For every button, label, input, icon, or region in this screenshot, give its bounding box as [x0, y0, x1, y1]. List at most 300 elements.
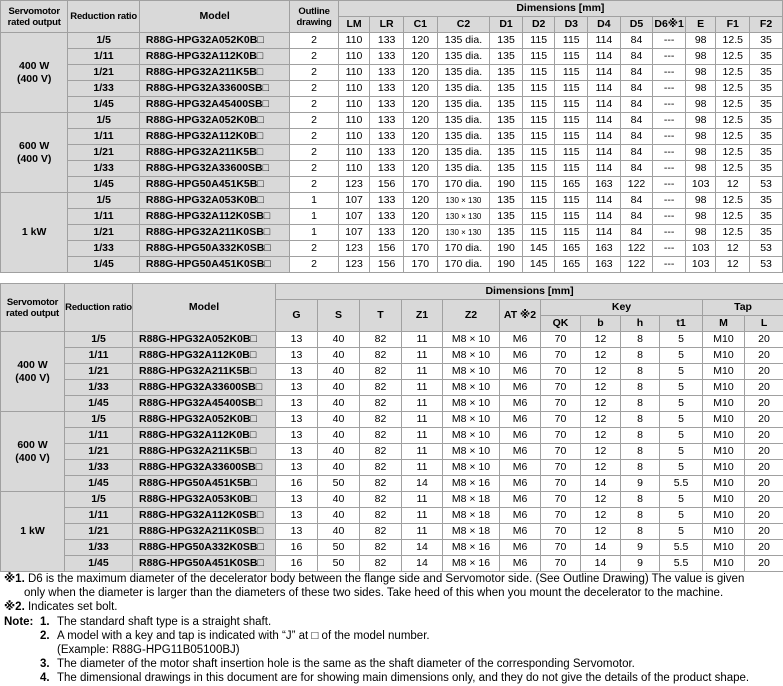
dim-cell-9: 5 — [660, 332, 703, 348]
ratio-cell: 1/11 — [65, 508, 133, 524]
dim-cell-c1: 120 — [403, 209, 437, 225]
output-line-2: (400 V) — [15, 371, 50, 384]
outline-cell: 2 — [290, 129, 338, 145]
table-row — [1, 524, 783, 540]
dim-cell-0: 13 — [276, 396, 318, 412]
ratio-cell: 1/21 — [65, 444, 133, 460]
dim-cell-8: 8 — [621, 460, 660, 476]
dim-cell-1: 40 — [318, 380, 360, 396]
dim-cell-c2: 135 dia. — [437, 33, 490, 49]
dim-cell-7: 12 — [581, 380, 621, 396]
dim-cell-f2: 35 — [750, 193, 783, 209]
dim-cell-d61: --- — [653, 193, 686, 209]
dim-cell-c2: 135 dia. — [437, 161, 490, 177]
dim-cell-10: M10 — [703, 396, 745, 412]
dim-cell-f2: 53 — [750, 241, 783, 257]
dim-cell-d4: 163 — [588, 241, 621, 257]
dim-cell-d2: 145 — [522, 257, 555, 273]
dim-cell-2: 82 — [360, 396, 402, 412]
dim-cell-lr: 133 — [370, 209, 404, 225]
dim-cell-9: 5.5 — [660, 540, 703, 556]
table-row — [1, 396, 783, 412]
dim-cell-2: 82 — [360, 540, 402, 556]
dim-cell-4: M8 × 10 — [443, 460, 500, 476]
model-cell: R88G-HPG32A33600SB□ — [139, 81, 289, 97]
ratio-cell: 1/21 — [65, 524, 133, 540]
dim-cell-lm: 110 — [338, 81, 370, 97]
dim-cell-c1: 120 — [403, 193, 437, 209]
dim-cell-f1: 12.5 — [716, 33, 750, 49]
dimensions-table-1 — [0, 0, 783, 273]
model-cell: R88G-HPG32A112K0B□ — [133, 348, 276, 364]
table-row — [1, 460, 783, 476]
dim-cell-e: 98 — [685, 97, 716, 113]
dim-cell-8: 9 — [621, 556, 660, 572]
dim-cell-d4: 114 — [588, 193, 621, 209]
dim-cell-d4: 114 — [588, 81, 621, 97]
dim-cell-d2: 115 — [522, 193, 555, 209]
dim-cell-f1: 12.5 — [716, 209, 750, 225]
dim-cell-7: 12 — [581, 364, 621, 380]
dim-cell-c1: 170 — [403, 257, 437, 273]
note-number: 4. — [40, 672, 50, 685]
dim-cell-6: 70 — [541, 412, 581, 428]
ratio-cell: 1/21 — [65, 364, 133, 380]
dim-cell-4: M8 × 10 — [443, 348, 500, 364]
dim-cell-5: M6 — [500, 540, 541, 556]
note-text: The dimensional drawings in this document are for showing main dimensions only, and they do not give the details of the product shape. — [57, 672, 750, 685]
dim-cell-10: M10 — [703, 412, 745, 428]
dim-cell-lm: 110 — [338, 49, 370, 65]
model-cell: R88G-HPG50A332K0SB□ — [133, 540, 276, 556]
dim-cell-lm: 110 — [338, 97, 370, 113]
dim-cell-d2: 115 — [522, 97, 555, 113]
dim-cell-c2: 170 dia. — [437, 177, 490, 193]
dim-cell-d61: --- — [653, 81, 686, 97]
dim-cell-f1: 12.5 — [716, 145, 750, 161]
ratio-cell: 1/21 — [68, 145, 140, 161]
dim-cell-0: 13 — [276, 364, 318, 380]
dim-cell-d5: 84 — [620, 97, 653, 113]
dim-cell-0: 13 — [276, 428, 318, 444]
dim-cell-e: 103 — [685, 177, 716, 193]
dim-cell-7: 14 — [581, 556, 621, 572]
dim-cell-c2: 170 dia. — [437, 257, 490, 273]
dim-cell-2: 82 — [360, 556, 402, 572]
dim-cell-d61: --- — [653, 145, 686, 161]
dim-cell-6: 70 — [541, 524, 581, 540]
dim-cell-c2: 135 dia. — [437, 81, 490, 97]
table-row — [1, 428, 783, 444]
dim-cell-e: 98 — [685, 33, 716, 49]
dim-cell-11: 20 — [745, 492, 783, 508]
dim-cell-d3: 115 — [555, 209, 588, 225]
dim-cell-d4: 114 — [588, 97, 621, 113]
dim-cell-8: 8 — [621, 396, 660, 412]
model-cell: R88G-HPG32A053K0B□ — [133, 492, 276, 508]
output-line-1: 600 W — [17, 438, 48, 451]
dim-cell-e: 98 — [685, 81, 716, 97]
dim-cell-d61: --- — [653, 49, 686, 65]
outline-cell: 2 — [290, 33, 338, 49]
dim-cell-1: 40 — [318, 332, 360, 348]
outline-cell: 2 — [290, 65, 338, 81]
table-row — [1, 241, 783, 257]
dim-cell-e: 98 — [685, 209, 716, 225]
dim-cell-d2: 115 — [522, 209, 555, 225]
dim-cell-6: 70 — [541, 460, 581, 476]
dim-cell-lr: 133 — [370, 65, 404, 81]
dim-cell-lm: 110 — [338, 145, 370, 161]
header-col-7: D4 — [588, 17, 621, 33]
outline-cell: 2 — [290, 81, 338, 97]
outline-cell: 2 — [290, 177, 338, 193]
footnote-1-continued — [4, 586, 780, 600]
dim-cell-11: 20 — [745, 380, 783, 396]
dim-cell-2: 82 — [360, 412, 402, 428]
footnote-1-text-2: only when the diameter is larger than the diameters of these two sides. Take heed of this when you mount the decelerator to the machine. — [24, 587, 724, 600]
dim-cell-3: 11 — [402, 412, 443, 428]
header-col-main-0: G — [276, 300, 318, 332]
note-label: Note: — [4, 615, 34, 628]
dim-cell-c1: 120 — [403, 81, 437, 97]
note-item — [4, 615, 780, 629]
dim-cell-7: 12 — [581, 412, 621, 428]
table-1-body — [1, 33, 783, 273]
dim-cell-d4: 114 — [588, 129, 621, 145]
dim-cell-e: 98 — [685, 65, 716, 81]
dim-cell-d1: 135 — [490, 145, 523, 161]
dim-cell-3: 11 — [402, 428, 443, 444]
note-text: The standard shaft type is a straight shaft. — [57, 615, 272, 628]
table-row — [1, 177, 783, 193]
ratio-cell: 1/33 — [68, 81, 140, 97]
dim-cell-d4: 114 — [588, 65, 621, 81]
outline-cell: 2 — [290, 241, 338, 257]
dim-cell-lr: 156 — [370, 177, 404, 193]
header-col-9: D6※1 — [653, 17, 686, 33]
dim-cell-1: 40 — [318, 508, 360, 524]
dim-cell-6: 70 — [541, 556, 581, 572]
dim-cell-d4: 114 — [588, 161, 621, 177]
dim-cell-d4: 114 — [588, 113, 621, 129]
dim-cell-d3: 115 — [555, 65, 588, 81]
header-model: Model — [139, 1, 289, 33]
dim-cell-f2: 35 — [750, 145, 783, 161]
dim-cell-10: M10 — [703, 540, 745, 556]
dim-cell-5: M6 — [500, 428, 541, 444]
outline-cell: 2 — [290, 161, 338, 177]
dim-cell-c1: 120 — [403, 161, 437, 177]
dim-cell-lr: 133 — [370, 193, 404, 209]
dim-cell-8: 8 — [621, 508, 660, 524]
dim-cell-d3: 115 — [555, 193, 588, 209]
dim-cell-8: 8 — [621, 524, 660, 540]
dim-cell-2: 82 — [360, 476, 402, 492]
dim-cell-c2: 135 dia. — [437, 145, 490, 161]
dim-cell-lr: 133 — [370, 97, 404, 113]
dim-cell-3: 11 — [402, 444, 443, 460]
dim-cell-2: 82 — [360, 460, 402, 476]
dim-cell-7: 12 — [581, 348, 621, 364]
dim-cell-3: 14 — [402, 556, 443, 572]
dim-cell-7: 12 — [581, 428, 621, 444]
dim-cell-8: 8 — [621, 364, 660, 380]
dim-cell-2: 82 — [360, 364, 402, 380]
dim-cell-11: 20 — [745, 396, 783, 412]
dim-cell-0: 13 — [276, 492, 318, 508]
dim-cell-d2: 115 — [522, 177, 555, 193]
dim-cell-0: 16 — [276, 540, 318, 556]
dim-cell-f2: 35 — [750, 81, 783, 97]
header-dimensions: Dimensions [mm] — [338, 1, 782, 17]
header-col-tap-1: L — [745, 316, 783, 332]
dim-cell-2: 82 — [360, 508, 402, 524]
ratio-cell: 1/21 — [68, 225, 140, 241]
outline-cell: 2 — [290, 49, 338, 65]
dim-cell-3: 11 — [402, 332, 443, 348]
dim-cell-d2: 145 — [522, 241, 555, 257]
dim-cell-10: M10 — [703, 444, 745, 460]
dim-cell-c1: 120 — [403, 129, 437, 145]
dim-cell-d2: 115 — [522, 225, 555, 241]
dim-cell-3: 14 — [402, 476, 443, 492]
dim-cell-lr: 133 — [370, 129, 404, 145]
dim-cell-11: 20 — [745, 348, 783, 364]
servomotor-output-label — [1, 332, 65, 412]
dim-cell-lm: 110 — [338, 65, 370, 81]
dim-cell-d2: 115 — [522, 65, 555, 81]
header-col-10: E — [685, 17, 716, 33]
dim-cell-d2: 115 — [522, 49, 555, 65]
note-text: A model with a key and tap is indicated with “J” at □ of the model number. — [57, 629, 430, 642]
dim-cell-d5: 122 — [620, 241, 653, 257]
footnote-2-mark: ※2. — [4, 601, 25, 614]
dim-cell-d61: --- — [653, 113, 686, 129]
dim-cell-6: 70 — [541, 540, 581, 556]
dim-cell-e: 98 — [685, 49, 716, 65]
ratio-cell: 1/11 — [68, 209, 140, 225]
dim-cell-d1: 135 — [490, 33, 523, 49]
ratio-cell: 1/33 — [65, 540, 133, 556]
footnote-1-text: D6 is the maximum diameter of the decelerator body between the flange side and Servomotor side. (See Outline Drawing) The value is given — [27, 573, 745, 585]
dim-cell-d5: 84 — [620, 193, 653, 209]
dim-cell-7: 12 — [581, 396, 621, 412]
dim-cell-11: 20 — [745, 540, 783, 556]
dim-cell-4: M8 × 10 — [443, 412, 500, 428]
dim-cell-10: M10 — [703, 476, 745, 492]
dim-cell-d61: --- — [653, 33, 686, 49]
dim-cell-lm: 123 — [338, 241, 370, 257]
dim-cell-d3: 165 — [555, 257, 588, 273]
table-row — [1, 540, 783, 556]
dim-cell-d4: 163 — [588, 257, 621, 273]
dim-cell-2: 82 — [360, 428, 402, 444]
dim-cell-6: 70 — [541, 348, 581, 364]
dim-cell-7: 12 — [581, 508, 621, 524]
dim-cell-d1: 135 — [490, 129, 523, 145]
dim-cell-3: 11 — [402, 396, 443, 412]
dim-cell-d4: 114 — [588, 145, 621, 161]
dim-cell-d1: 135 — [490, 113, 523, 129]
table-row — [1, 129, 783, 145]
table-2-body — [1, 332, 783, 572]
model-cell: R88G-HPG50A451K5B□ — [133, 476, 276, 492]
model-cell: R88G-HPG32A45400SB□ — [139, 97, 289, 113]
note-number: 3. — [40, 658, 50, 671]
dim-cell-d5: 84 — [620, 113, 653, 129]
footnote-2-text: Indicates set bolt. — [27, 601, 118, 614]
dim-cell-d3: 115 — [555, 49, 588, 65]
dim-cell-d5: 84 — [620, 145, 653, 161]
header-model: Model — [133, 284, 276, 332]
dim-cell-5: M6 — [500, 508, 541, 524]
dim-cell-f1: 12.5 — [716, 81, 750, 97]
header-outline: Outline drawing — [290, 1, 338, 33]
dim-cell-d3: 165 — [555, 241, 588, 257]
dim-cell-f2: 35 — [750, 209, 783, 225]
ratio-cell: 1/11 — [68, 49, 140, 65]
dim-cell-10: M10 — [703, 380, 745, 396]
dim-cell-8: 9 — [621, 476, 660, 492]
dim-cell-d2: 115 — [522, 161, 555, 177]
dim-cell-11: 20 — [745, 460, 783, 476]
dim-cell-lr: 133 — [370, 33, 404, 49]
table-row — [1, 332, 783, 348]
servomotor-output-label — [1, 113, 68, 193]
dim-cell-f2: 35 — [750, 113, 783, 129]
dim-cell-c2: 130 × 130 — [437, 209, 490, 225]
dim-cell-9: 5.5 — [660, 556, 703, 572]
header-servomotor: Servomotor rated output — [1, 284, 65, 332]
dim-cell-10: M10 — [703, 460, 745, 476]
dim-cell-f1: 12 — [716, 241, 750, 257]
header-col-1: LR — [370, 17, 404, 33]
outline-cell: 1 — [290, 209, 338, 225]
dim-cell-f2: 35 — [750, 129, 783, 145]
dim-cell-f1: 12.5 — [716, 49, 750, 65]
dim-cell-9: 5 — [660, 524, 703, 540]
outline-cell: 2 — [290, 257, 338, 273]
model-cell: R88G-HPG32A112K0SB□ — [133, 508, 276, 524]
ratio-cell: 1/33 — [65, 380, 133, 396]
dim-cell-lr: 156 — [370, 257, 404, 273]
dim-cell-d1: 135 — [490, 81, 523, 97]
dim-cell-e: 103 — [685, 241, 716, 257]
dim-cell-7: 14 — [581, 476, 621, 492]
dim-cell-d4: 114 — [588, 225, 621, 241]
dim-cell-d61: --- — [653, 177, 686, 193]
dim-cell-f1: 12.5 — [716, 65, 750, 81]
dim-cell-11: 20 — [745, 556, 783, 572]
ratio-cell: 1/45 — [65, 396, 133, 412]
model-cell: R88G-HPG32A45400SB□ — [133, 396, 276, 412]
dim-cell-9: 5 — [660, 492, 703, 508]
dim-cell-lm: 107 — [338, 209, 370, 225]
dim-cell-d4: 114 — [588, 33, 621, 49]
servomotor-output-label — [1, 412, 65, 492]
dim-cell-5: M6 — [500, 492, 541, 508]
ratio-cell: 1/5 — [68, 193, 140, 209]
dim-cell-7: 12 — [581, 444, 621, 460]
dim-cell-6: 70 — [541, 428, 581, 444]
dim-cell-c1: 120 — [403, 145, 437, 161]
dim-cell-10: M10 — [703, 556, 745, 572]
dim-cell-6: 70 — [541, 492, 581, 508]
table-row — [1, 81, 783, 97]
model-cell: R88G-HPG32A052K0B□ — [139, 33, 289, 49]
footnote-1 — [4, 572, 780, 586]
dim-cell-c1: 120 — [403, 33, 437, 49]
dim-cell-5: M6 — [500, 396, 541, 412]
dim-cell-5: M6 — [500, 332, 541, 348]
dim-cell-1: 50 — [318, 556, 360, 572]
dim-cell-c2: 130 × 130 — [437, 225, 490, 241]
dim-cell-5: M6 — [500, 524, 541, 540]
dim-cell-c2: 170 dia. — [437, 241, 490, 257]
note-number: 2. — [40, 629, 50, 642]
dim-cell-d3: 165 — [555, 177, 588, 193]
dim-cell-8: 8 — [621, 492, 660, 508]
ratio-cell: 1/33 — [68, 241, 140, 257]
dim-cell-c1: 120 — [403, 113, 437, 129]
model-cell: R88G-HPG50A332K0SB□ — [139, 241, 289, 257]
dim-cell-c1: 120 — [403, 65, 437, 81]
header-col-main-4: Z2 — [443, 300, 500, 332]
dim-cell-d5: 84 — [620, 161, 653, 177]
header-col-2: C1 — [403, 17, 437, 33]
dim-cell-d3: 115 — [555, 97, 588, 113]
dim-cell-3: 11 — [402, 524, 443, 540]
dim-cell-4: M8 × 18 — [443, 524, 500, 540]
dim-cell-d61: --- — [653, 209, 686, 225]
outline-cell: 1 — [290, 193, 338, 209]
header-col-6: D3 — [555, 17, 588, 33]
dim-cell-5: M6 — [500, 556, 541, 572]
model-cell: R88G-HPG32A33600SB□ — [139, 161, 289, 177]
dim-cell-f2: 53 — [750, 257, 783, 273]
ratio-cell: 1/33 — [68, 161, 140, 177]
outline-cell: 2 — [290, 145, 338, 161]
model-cell: R88G-HPG32A052K0B□ — [133, 332, 276, 348]
dim-cell-8: 8 — [621, 428, 660, 444]
dim-cell-c2: 135 dia. — [437, 129, 490, 145]
dim-cell-f1: 12.5 — [716, 113, 750, 129]
dim-cell-4: M8 × 16 — [443, 476, 500, 492]
dim-cell-3: 11 — [402, 380, 443, 396]
dim-cell-0: 13 — [276, 460, 318, 476]
table-row — [1, 257, 783, 273]
dim-cell-d3: 115 — [555, 225, 588, 241]
dim-cell-9: 5 — [660, 396, 703, 412]
dim-cell-10: M10 — [703, 492, 745, 508]
dim-cell-lm: 110 — [338, 129, 370, 145]
dim-cell-6: 70 — [541, 444, 581, 460]
dim-cell-2: 82 — [360, 332, 402, 348]
dim-cell-d3: 115 — [555, 129, 588, 145]
dim-cell-9: 5 — [660, 444, 703, 460]
dim-cell-e: 103 — [685, 257, 716, 273]
ratio-cell: 1/5 — [65, 492, 133, 508]
dim-cell-d4: 114 — [588, 209, 621, 225]
dim-cell-e: 98 — [685, 145, 716, 161]
table-row — [1, 380, 783, 396]
output-line-1: 600 W — [18, 139, 50, 152]
model-cell: R88G-HPG32A33600SB□ — [133, 460, 276, 476]
dim-cell-2: 82 — [360, 524, 402, 540]
header-col-main-1: S — [318, 300, 360, 332]
ratio-cell: 1/5 — [65, 412, 133, 428]
